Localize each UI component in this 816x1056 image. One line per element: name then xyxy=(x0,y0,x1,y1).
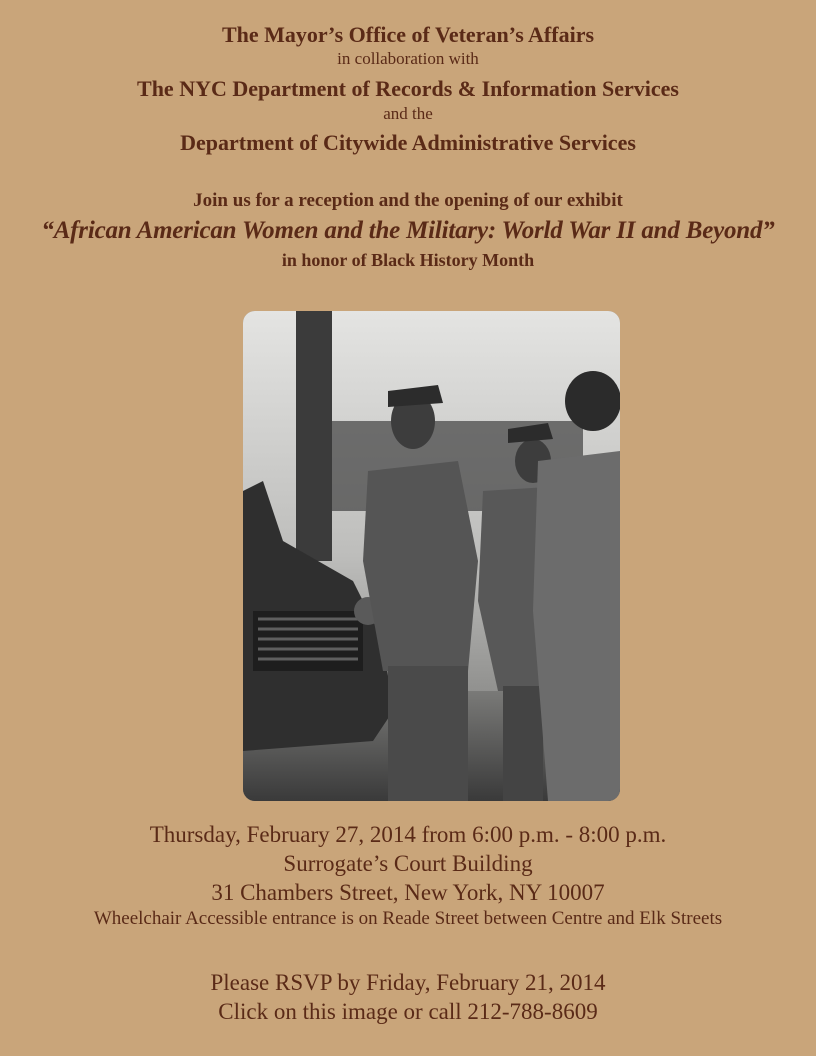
event-details xyxy=(0,820,816,931)
event-address: 31 Chambers Street, New York, NY 10007 xyxy=(211,880,605,905)
join-us-text: Join us for a reception and the opening of our exhibit xyxy=(193,190,623,211)
rsvp-deadline: Please RSVP by Friday, February 21, 2014 xyxy=(210,970,606,995)
honor-text: in honor of Black History Month xyxy=(281,250,535,270)
photo-illustration xyxy=(243,311,620,801)
collaboration-text: in collaboration with xyxy=(337,49,479,68)
host-citywide-services: Department of Citywide Administrative Services xyxy=(180,130,636,155)
accessibility-note: Wheelchair Accessible entrance is on Reade Street between Centre and Elk Streets xyxy=(93,908,723,929)
event-datetime: Thursday, February 27, 2014 from 6:00 p.m. - 8:00 p.m. xyxy=(149,822,667,847)
host-mayors-office: The Mayor’s Office of Veteran’s Affairs xyxy=(221,22,595,47)
event-venue: Surrogate’s Court Building xyxy=(283,851,533,876)
exhibit-title: “African American Women and the Military: World War II and Beyond” xyxy=(41,217,775,244)
historical-photo[interactable] xyxy=(243,311,620,801)
and-the-text: and the xyxy=(383,104,433,123)
rsvp-contact-link[interactable]: Click on this image or call 212-788-8609 xyxy=(218,999,598,1024)
host-records-department: The NYC Department of Records & Information Services xyxy=(137,76,679,101)
rsvp-block xyxy=(0,968,816,1026)
